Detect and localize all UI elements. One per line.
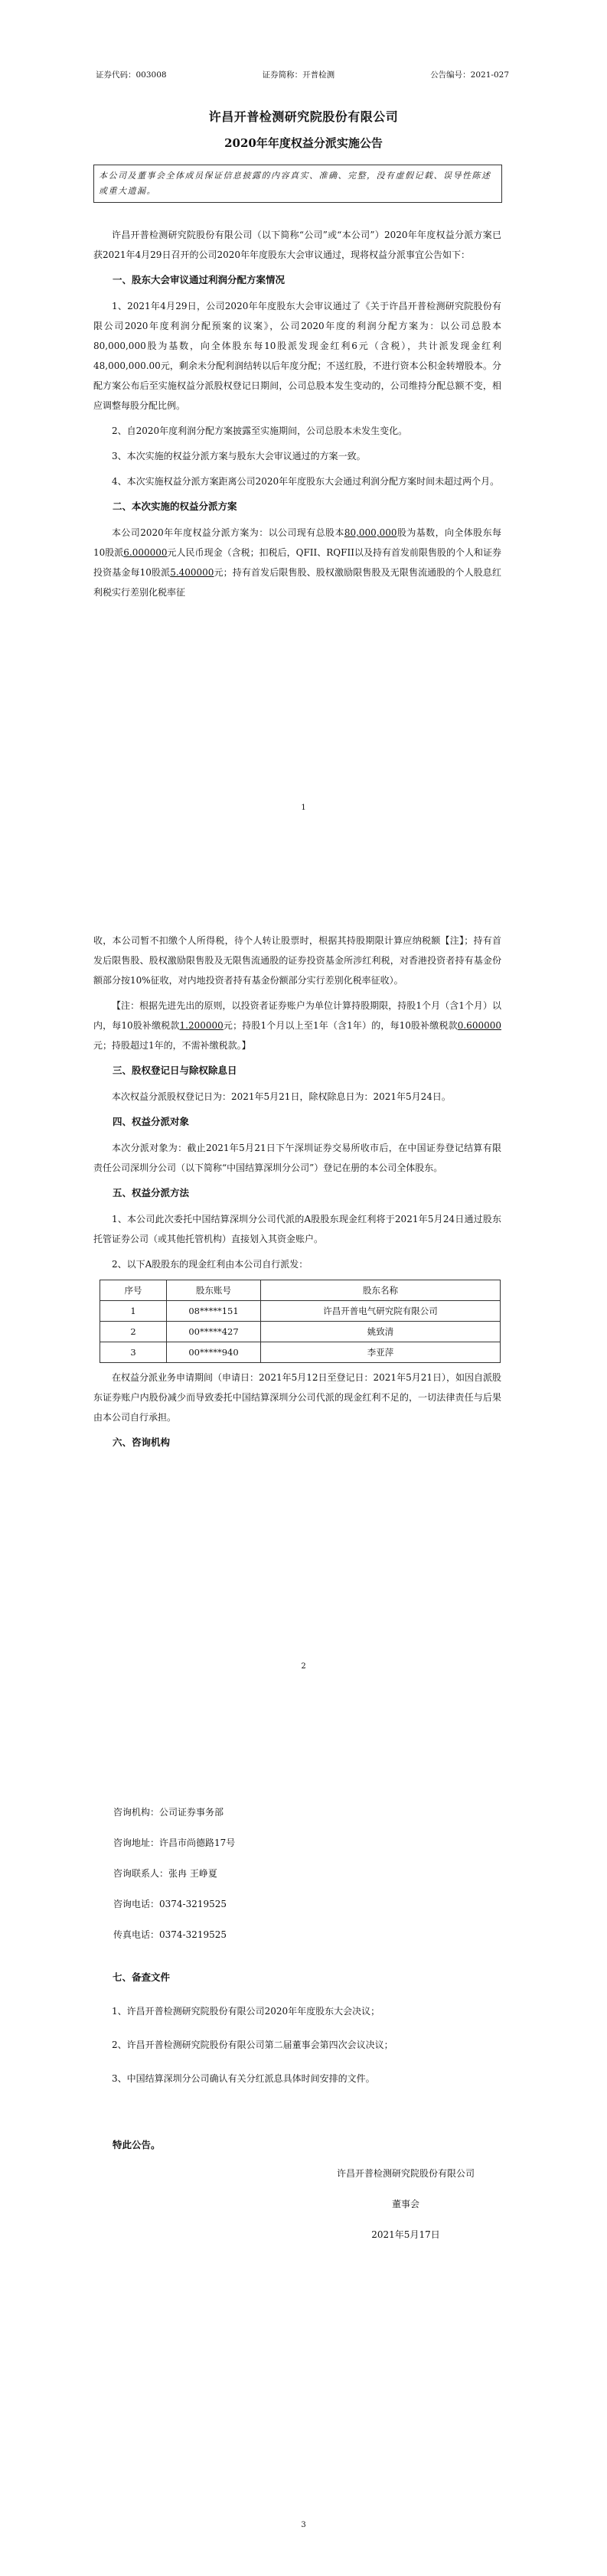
table-row xyxy=(100,1322,501,1342)
contact-address: 咨询地址：许昌市尚德路17号 xyxy=(113,1837,236,1848)
stock-code: 证券代码：003008 xyxy=(96,70,167,80)
section-1-item-1: 1、2021年4月29日，公司2020年年度股东大会审议通过了《关于许昌开普检测研究院股份有限公司2020年度利润分配预案的议案》，公司2020年度的利润分配方案为：以公司总股本80,000,000股为基数，向全体股东每10股派发现金红利6元（含税），共计派发现金红利48,000,000.00元，剩余未分配利润结转以后年度分配；不送红股，不进行资本公积金转增股本。分配方案公布后至实施权益分派股权登记日期间，公司总股本发生变动的，公司维持分配总额不变，相应调整每股分配比例。 xyxy=(93,301,501,411)
contact-block xyxy=(113,1797,235,1950)
company-title: 许昌开普检测研究院股份有限公司 xyxy=(208,109,399,124)
page-3-body xyxy=(93,1959,501,2097)
col-header-name: 股东名称 xyxy=(261,1280,501,1301)
intro-paragraph: 许昌开普检测研究院股份有限公司（以下简称“公司”或“本公司”）2020年年度权益分派方案已获2021年4月29日召开的公司2020年年度股东大会审议通过，现将权益分派事宜公告如下： xyxy=(93,230,501,260)
signature-board: 董事会 xyxy=(391,2199,419,2209)
signature-company: 许昌开普检测研究院股份有限公司 xyxy=(336,2168,475,2179)
closing-text: 特此公告。 xyxy=(113,2139,161,2150)
table-cell: 08*****151 xyxy=(167,1301,261,1322)
cash-per-10-shares: 6.000000 xyxy=(123,547,168,558)
contact-fax: 传真电话：0374-3219525 xyxy=(113,1929,227,1940)
contact-org: 咨询机构：公司证券事务部 xyxy=(113,1807,224,1818)
col-header-account: 股东账号 xyxy=(167,1280,261,1301)
tax-1-year: 0.600000 xyxy=(457,1020,501,1031)
self-distribution-table xyxy=(100,1280,501,1363)
contact-phone: 咨询电话：0374-3219525 xyxy=(113,1899,227,1909)
table-cell: 00*****940 xyxy=(167,1342,261,1363)
section-6-heading: 六、咨询机构 xyxy=(113,1436,171,1448)
page-1-body xyxy=(93,225,501,608)
section-1-item-2: 2、自2020年度利润分配方案披露至实施期间，公司总股本未发生变化。 xyxy=(112,426,408,436)
page-number-3: 3 xyxy=(301,2521,306,2529)
section-2-paragraph-1: 本公司2020年年度权益分派方案为：以公司现有总股本80,000,000股为基数，向全体股东每10股派6.000000元人民币现金（含税；扣税后，QFII、RQFII以及持有首发前限售股的个人和证券投资基金每10股派5.400000元；持有首发后限售股、股权激励限售股及无限售流通股的个人股息红利税实行差别化税率征 xyxy=(93,527,501,598)
page-number-2: 2 xyxy=(301,1662,306,1671)
table-cell: 姚致清 xyxy=(261,1322,501,1342)
page-3 xyxy=(0,1717,607,2576)
section-7-heading: 七、备查文件 xyxy=(113,1971,171,1983)
total-shares: 80,000,000 xyxy=(344,527,397,538)
record-date-paragraph: 本次权益分派股权登记日为：2021年5月21日，除权除息日为：2021年5月24日。 xyxy=(112,1091,451,1102)
col-header-no: 序号 xyxy=(100,1280,167,1301)
signature-date: 2021年5月17日 xyxy=(371,2229,440,2240)
table-cell: 2 xyxy=(100,1322,167,1342)
announcement-number: 公告编号：2021-027 xyxy=(430,70,509,80)
section-2-continuation: 收，本公司暂不扣缴个人所得税，待个人转让股票时，根据其持股期限计算应纳税额【注】；持有首发后限售股、股权激励限售股及无限售流通股的证券投资基金所涉红利税，对香港投资者持有基金份额部分按10%征收，对内地投资者持有基金份额部分实行差别化税率征收）。 xyxy=(93,935,501,986)
tax-1-month: 1.200000 xyxy=(179,1020,224,1031)
method-item-1: 1、本公司此次委托中国结算深圳分公司代派的A股股东现金红利将于2021年5月24日通过股东托管证券公司（或其他托管机构）直接划入其资金账户。 xyxy=(93,1214,501,1244)
table-cell: 00*****427 xyxy=(167,1322,261,1342)
section-2-tax-note: 【注：根据先进先出的原则，以投资者证券账户为单位计算持股期限，持股1个月（含1个月）以内，每10股补缴税款1.200000元；持股1个月以上至1年（含1年）的，每10股补缴税款0.600000元；持股超过1年的，不需补缴税款。】 xyxy=(93,1000,501,1051)
table-cell: 1 xyxy=(100,1301,167,1322)
section-1-heading: 一、股东大会审议通过利润分配方案情况 xyxy=(113,274,286,285)
distribution-target-paragraph: 本次分派对象为：截止2021年5月21日下午深圳证券交易所收市后，在中国证券登记结算有限责任公司深圳分公司（以下简称“中国结算深圳分公司”）登记在册的本公司全体股东。 xyxy=(93,1143,501,1173)
section-2-heading: 二、本次实施的权益分派方案 xyxy=(113,501,237,512)
reference-doc-3: 3、中国结算深圳分公司确认有关分红派息具体时间安排的文件。 xyxy=(112,2073,375,2084)
contact-person: 咨询联系人：张冉 王峥夏 xyxy=(113,1868,217,1879)
section-3-heading: 三、股权登记日与除权除息日 xyxy=(113,1065,237,1076)
table-cell: 李亚萍 xyxy=(261,1342,501,1363)
announcement-title: 2020年年度权益分派实施公告 xyxy=(224,136,383,150)
table-cell: 3 xyxy=(100,1342,167,1363)
closing-block xyxy=(93,2132,501,2161)
signature-block xyxy=(306,2158,505,2250)
table-row xyxy=(100,1342,501,1363)
table-row xyxy=(100,1301,501,1322)
table-header-row xyxy=(100,1280,501,1301)
page-2 xyxy=(0,859,607,1717)
method-item-2: 2、以下A股股东的现金红利由本公司自行派发： xyxy=(112,1259,308,1270)
section-5-heading: 五、权益分派方法 xyxy=(113,1187,190,1198)
stock-short-name: 证券简称：开普检测 xyxy=(262,70,335,80)
section-1-item-4: 4、本次实施权益分派方案距离公司2020年年度股东大会通过利润分配方案时间未超过两个月。 xyxy=(112,476,500,487)
section-4-heading: 四、权益分派对象 xyxy=(113,1116,190,1127)
reference-doc-2: 2、许昌开普检测研究院股份有限公司第二届董事会第四次会议决议； xyxy=(112,2040,393,2050)
reference-doc-1: 1、许昌开普检测研究院股份有限公司2020年年度股东大会决议； xyxy=(112,2006,380,2017)
section-1-item-3: 3、本次实施的权益分派方案与股东大会审议通过的方案一致。 xyxy=(112,451,366,461)
page-number-1: 1 xyxy=(301,804,306,812)
page-2-body xyxy=(93,931,501,1459)
cash-after-tax: 5.400000 xyxy=(170,567,214,578)
method-paragraph-3: 在权益分派业务申请期间（申请日：2021年5月12日至登记日：2021年5月21日），如因自派股东证券账户内股份减少而导致委托中国结算深圳分公司代派的现金红利不足的，一切法律责任与后果由本公司自行承担。 xyxy=(93,1372,501,1423)
header-line xyxy=(96,69,509,80)
table-cell: 许昌开普电气研究院有限公司 xyxy=(261,1301,501,1322)
disclaimer-box: 本公司及董事会全体成员保证信息披露的内容真实、准确、完整，没有虚假记载、误导性陈述或重大遗漏。 xyxy=(93,165,502,203)
page-1 xyxy=(0,0,607,859)
